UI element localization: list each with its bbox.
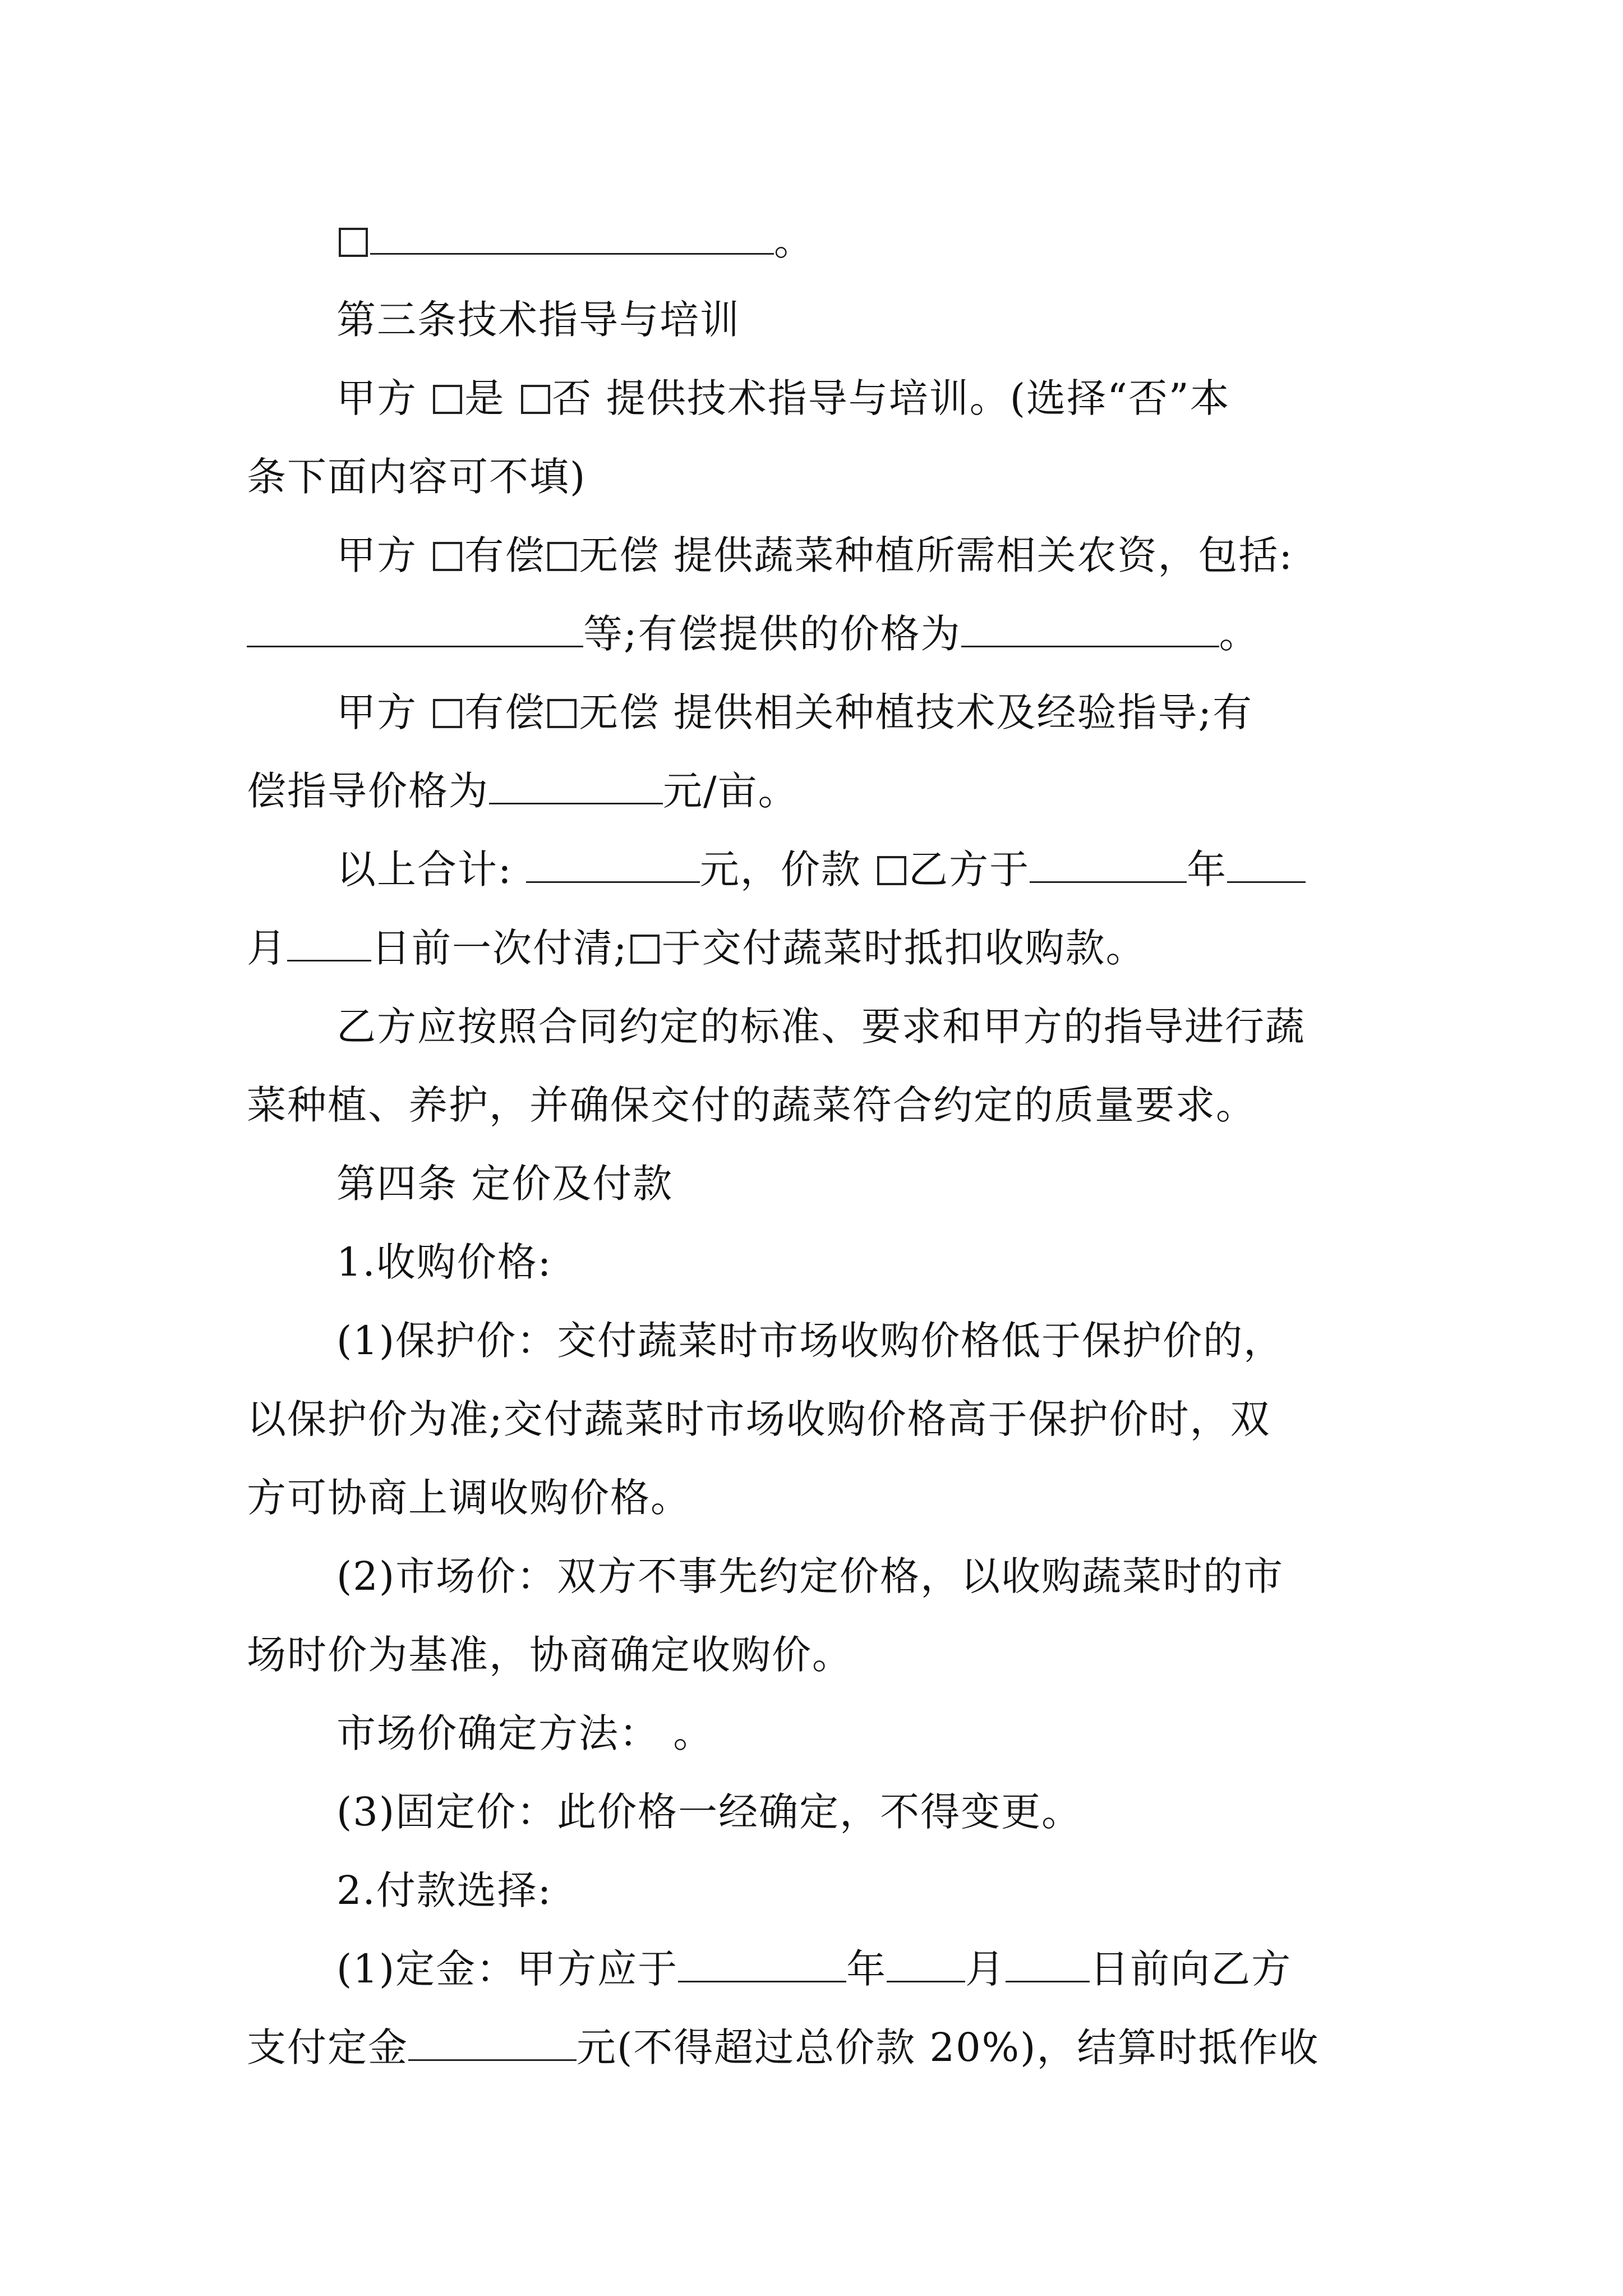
- paragraph-line: 乙方应按照合同约定的标准、要求和甲方的指导进行蔬: [336, 1004, 1306, 1050]
- paragraph-line: 1.收购价格:: [336, 1239, 552, 1285]
- paragraph-line: 方可协商上调收购价格。: [247, 1475, 691, 1521]
- blank-line: [489, 770, 663, 804]
- blank-line: [1030, 849, 1187, 883]
- paragraph-line: 等;有偿提供的价格为 。: [247, 595, 1385, 673]
- blank-line: [287, 927, 371, 961]
- paragraph-line: 甲方 有偿 无偿 提供蔬菜种植所需相关农资，包括:: [336, 532, 1294, 578]
- paragraph-line: 菜种植、养护，并确保交付的蔬菜符合约定的质量要求。: [247, 1082, 1256, 1128]
- paragraph-line: 偿指导价格为 元/亩。: [247, 768, 799, 814]
- section-heading: 第四条 定价及付款: [336, 1161, 674, 1207]
- checkbox-icon[interactable]: [547, 542, 577, 571]
- blank-line: [678, 1948, 846, 1982]
- paragraph-line: 以保护价为准;交付蔬菜时市场收购价格高于保护价时，双: [247, 1396, 1271, 1442]
- paragraph-line: 支付定金 元(不得超过总价款 20%)，结算时抵作收: [247, 2024, 1320, 2070]
- checkbox-icon[interactable]: [433, 699, 462, 728]
- paragraph-line: 2.付款选择:: [336, 1867, 552, 1913]
- blank-line: [1227, 849, 1306, 883]
- checkbox-icon[interactable]: [339, 228, 368, 257]
- blank-line: [1006, 1948, 1090, 1982]
- paragraph-line: 甲方 是 否 提供技术指导与培训。(选择“否”本: [336, 375, 1230, 421]
- paragraph-line: (2)市场价：双方不事先约定价格，以收购蔬菜时的市: [336, 1553, 1284, 1599]
- contract-body: [247, 202, 1385, 2087]
- paragraph-line: (3)固定价：此价格一经确定，不得变更。: [336, 1789, 1082, 1835]
- blank-line: [526, 849, 700, 883]
- checkbox-icon[interactable]: [547, 699, 577, 728]
- paragraph-line: 条下面内容可不填): [247, 454, 587, 500]
- paragraph-line: 市场价确定方法： 。: [336, 1710, 714, 1756]
- checkbox-icon[interactable]: [433, 385, 462, 414]
- paragraph-line: 甲方 有偿 无偿 提供相关种植技术及经验指导;有: [336, 689, 1253, 735]
- paragraph-line: 月 日前一次付清; 于交付蔬菜时抵扣收购款。: [247, 925, 1146, 971]
- paragraph-line: (1)定金：甲方应于 年 月 日前向乙方: [336, 1946, 1292, 1992]
- paragraph-line: 场时价为基准，协商确定收购价。: [247, 1632, 852, 1678]
- checkbox-icon[interactable]: [521, 385, 550, 414]
- checkbox-icon[interactable]: [630, 935, 660, 964]
- blank-line: [370, 220, 774, 255]
- blank-line: [408, 2027, 577, 2061]
- blank-line: [887, 1948, 965, 1982]
- checkbox-icon[interactable]: [433, 542, 462, 571]
- paragraph-line: 。: [247, 202, 1385, 280]
- blank-line: [247, 613, 583, 647]
- paragraph-line: 以上合计: 元，价款 乙方于 年: [247, 830, 1385, 909]
- paragraph-line: (1)保护价：交付蔬菜时市场收购价格低于保护价的，: [336, 1318, 1284, 1364]
- blank-line: [961, 613, 1219, 647]
- section-heading: 第三条技术指导与培训: [336, 297, 740, 343]
- checkbox-icon[interactable]: [877, 856, 906, 885]
